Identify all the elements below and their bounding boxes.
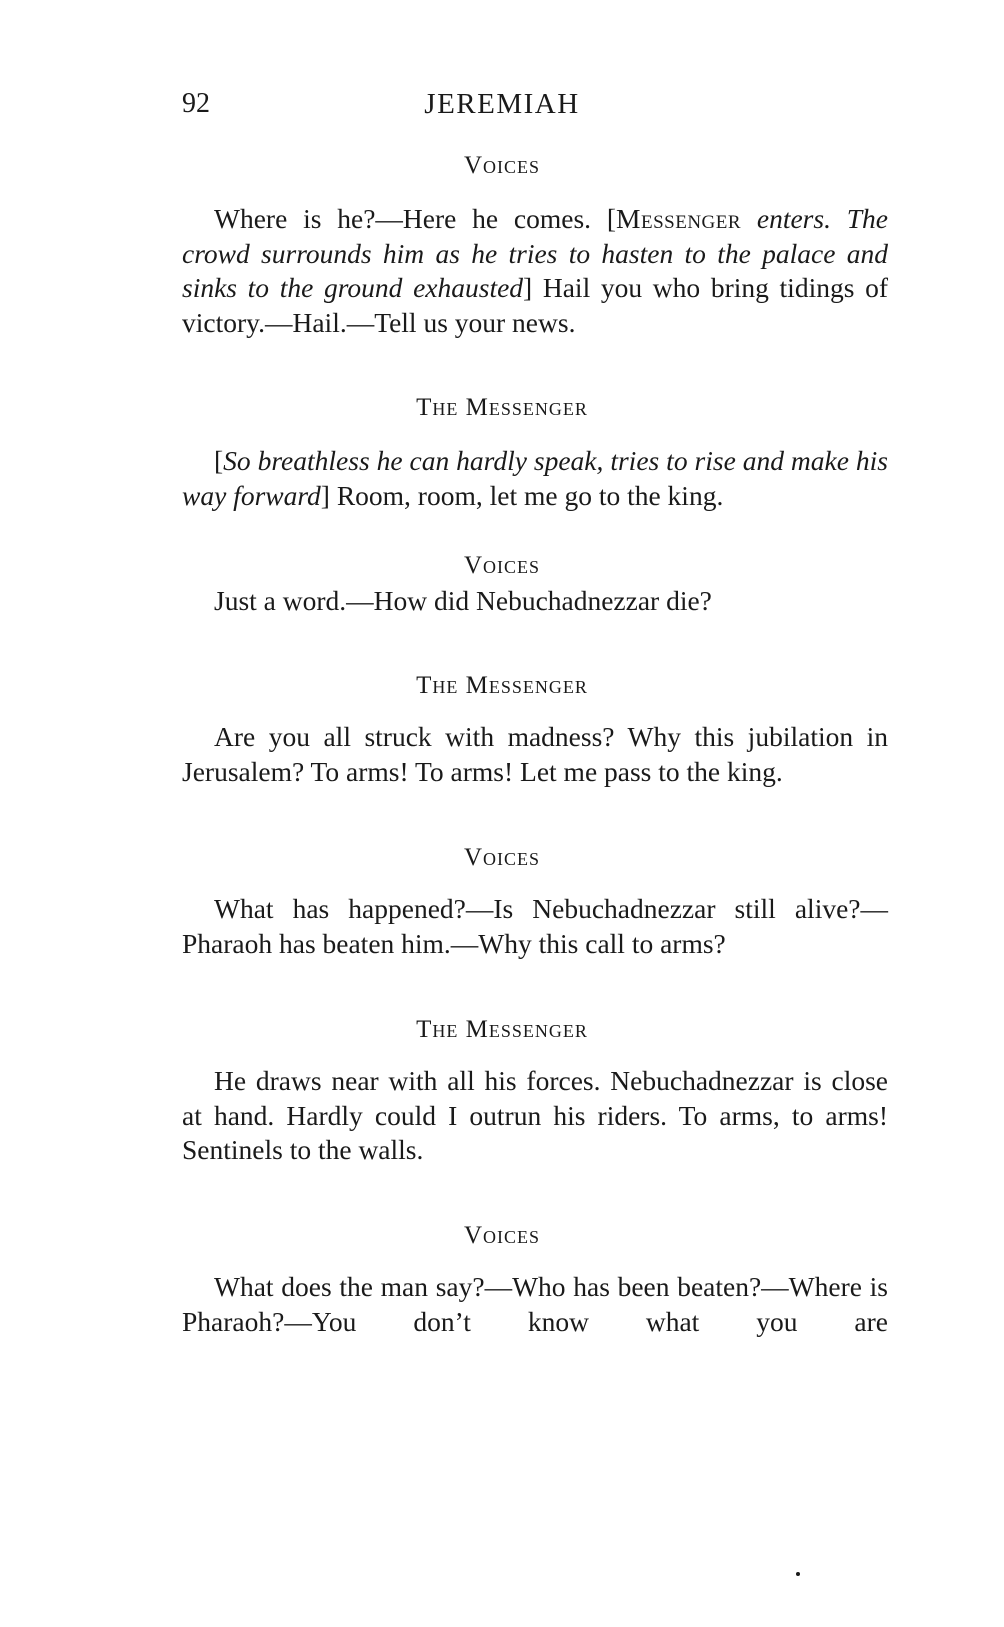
- dialogue-text: ] Room, room, let me go to the king.: [320, 479, 724, 511]
- dialogue-text: ] Hail you who bring tidings of victory.—Hail.—Tell us your news.: [182, 272, 888, 338]
- stage-direction: So breathless he can hardly speak, tries to rise and make his way forward: [182, 445, 888, 511]
- dialogue-text: He draws near with all his forces. Nebuchadnezzar is close at hand. Hardly could I outrun his riders. To arms, to arms! Sentinels to the walls.: [182, 1065, 888, 1165]
- ink-speck: [796, 1572, 800, 1576]
- speaker-label: The Messenger: [416, 672, 588, 699]
- speaker-label: The Messenger: [416, 394, 588, 421]
- stage-direction: enters. The crowd surrounds him as he tries to hasten to the palace and sinks to the ground exhausted: [182, 203, 888, 303]
- dialogue-text: [: [214, 445, 224, 476]
- speaker-label: Voices: [463, 552, 541, 579]
- speech-paragraph: [182, 1064, 888, 1168]
- dialogue-text: Where is he?—Here he comes. [: [214, 203, 617, 234]
- speech-paragraph: [182, 720, 888, 789]
- speaker-reference: Messenger: [616, 203, 742, 234]
- speech-paragraph: [182, 1270, 888, 1339]
- dialogue-text: Are you all struck with madness? Why this jubilation in Jerusalem? To arms! To arms! Let me pass to the king.: [182, 721, 888, 787]
- speaker-label: The Messenger: [416, 1016, 588, 1043]
- running-title: JEREMIAH: [424, 88, 580, 120]
- page-header: [0, 88, 1004, 132]
- dialogue-text: What has happened?—Is Nebuchadnezzar still alive?—Pharaoh has beaten him.—Why this call to arms?: [182, 893, 888, 959]
- speech-paragraph: [182, 444, 888, 513]
- speech-paragraph: [182, 202, 888, 340]
- speaker-label: Voices: [463, 152, 541, 179]
- dialogue-text: Just a word.—How did Nebuchadnezzar die?: [214, 585, 712, 616]
- speech-paragraph: [182, 892, 888, 961]
- page-number: 92: [182, 88, 210, 119]
- speech-paragraph: [182, 584, 888, 619]
- dialogue-text: What does the man say?—Who has been beaten?—Where is Pharaoh?—You don’t know what you are: [182, 1271, 888, 1337]
- speaker-label: Voices: [463, 844, 541, 871]
- speaker-label: Voices: [463, 1222, 541, 1249]
